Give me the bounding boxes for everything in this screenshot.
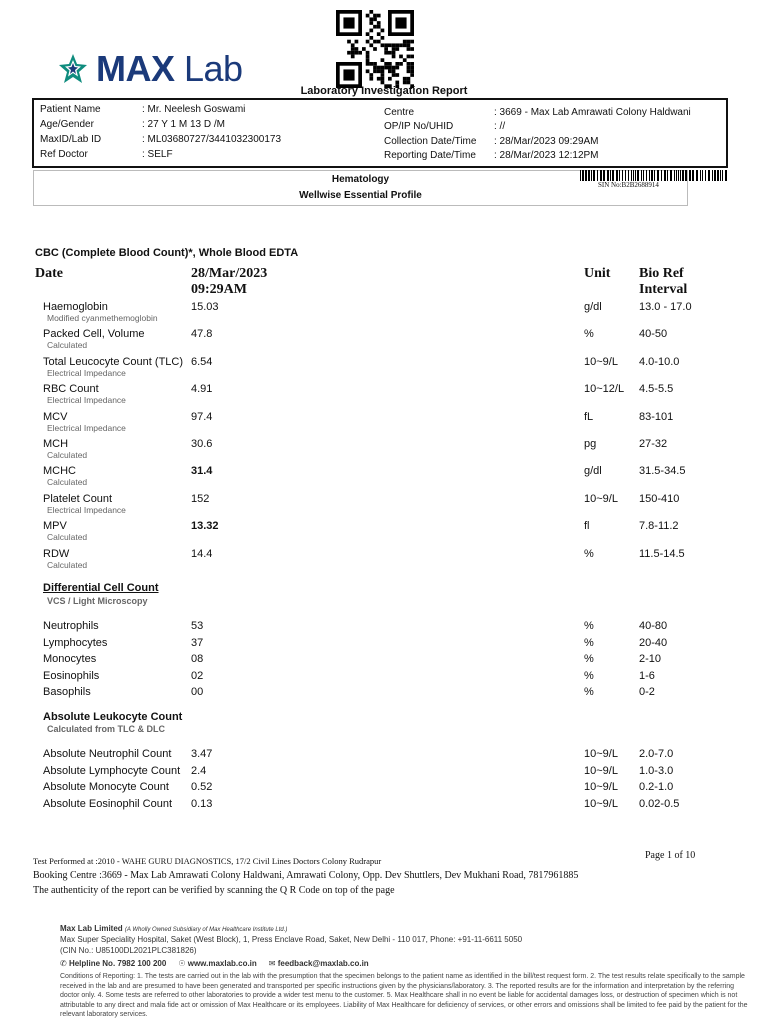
differential-value: 08 (191, 653, 204, 665)
differential-name: Monocytes (43, 653, 97, 665)
report-title: Laboratory Investigation Report (300, 85, 468, 97)
test-ref-range: 11.5-14.5 (639, 547, 685, 560)
department-title: Hematology (331, 174, 390, 185)
test-name: RDW (43, 547, 70, 560)
test-ref-range: 83-101 (639, 410, 674, 423)
profile-title: Wellwise Essential Profile (299, 190, 422, 201)
test-unit: g/dl (584, 301, 602, 313)
differential-unit: % (584, 653, 594, 665)
absolute-title: Absolute Leukocyte Count (43, 711, 183, 723)
collection-date-label: Collection Date/Time (384, 136, 477, 147)
test-ref-range: 27-32 (639, 438, 668, 450)
test-value: 4.91 (191, 383, 213, 396)
differential-ref-range: 40-80 (639, 620, 668, 632)
absolute-ref-range: 0.02-0.5 (639, 797, 680, 810)
test-unit: % (584, 547, 594, 560)
booking-centre: Booking Centre :3669 - Max Lab Amrawati Colony Haldwani, Amrawati Colony, Opp. Dev Shuttlers, Dev Mukhani Road, 7817961885 (33, 870, 579, 881)
centre-value: : 3669 - Max Lab Amrawati Colony Haldwani (494, 107, 691, 118)
age-gender-value: : 27 Y 1 M 13 D /M (142, 119, 226, 130)
test-name: MCH (43, 438, 69, 450)
age-gender-label: Age/Gender (40, 119, 94, 130)
phone-icon: ✆ (60, 959, 67, 968)
test-method: Calculated (47, 340, 88, 351)
test-value: 152 (191, 492, 210, 505)
test-name: MCHC (43, 465, 76, 478)
test-method: Electrical Impedance (47, 395, 126, 406)
test-method: Calculated (47, 450, 88, 460)
differential-unit: % (584, 636, 594, 649)
test-name: Platelet Count (43, 492, 113, 505)
website[interactable]: ☉ www.maxlab.co.in (178, 959, 257, 968)
absolute-name: Absolute Monocyte Count (43, 781, 169, 793)
absolute-method: Calculated from TLC & DLC (47, 724, 166, 734)
test-value: 6.54 (191, 355, 213, 368)
test-method: Electrical Impedance (47, 367, 126, 378)
differential-value: 02 (191, 669, 204, 682)
page-number: Page 1 of 10 (645, 850, 696, 861)
differential-unit: % (584, 669, 594, 682)
max-lab-logo (58, 48, 243, 90)
mail-icon: ✉ (268, 959, 276, 968)
test-value: 97.4 (191, 410, 213, 423)
ref-header-line2: Interval (639, 282, 688, 297)
sample-barcode (580, 170, 728, 181)
absolute-unit: 10~9/L (584, 748, 618, 760)
absolute-value: 3.47 (191, 748, 213, 760)
unit-header: Unit (584, 266, 611, 281)
test-name: Haemoglobin (43, 301, 108, 313)
differential-ref-range: 0-2 (639, 686, 655, 698)
absolute-value: 2.4 (191, 764, 207, 777)
company-name: Max Lab Limited (60, 924, 123, 933)
globe-icon: ☉ (178, 959, 186, 968)
test-ref-range: 4.0-10.0 (639, 355, 680, 368)
company-cin: (CIN No.: U85100DL2021PLC381826) (60, 946, 197, 955)
differential-value: 53 (191, 620, 204, 632)
test-value: 15.03 (191, 301, 219, 313)
test-method: Calculated (47, 532, 88, 543)
test-ref-range: 150-410 (639, 492, 680, 505)
patient-name-label: Patient Name (40, 104, 101, 115)
sin-number: SIN No:B2B2688914 (598, 181, 659, 189)
differential-name: Lymphocytes (43, 636, 108, 649)
test-value: 14.4 (191, 547, 213, 560)
test-value: 30.6 (191, 438, 213, 450)
absolute-ref-range: 2.0-7.0 (639, 748, 674, 760)
test-method: Calculated (47, 559, 88, 570)
absolute-value: 0.13 (191, 797, 213, 810)
test-performed: Test Performed at :2010 - WAHE GURU DIAGNOSTICS, 17/2 Civil Lines Doctors Colony Rudrapur (33, 856, 382, 866)
test-unit: g/dl (584, 465, 602, 478)
absolute-name: Absolute Neutrophil Count (43, 748, 172, 760)
ref-doctor-value: : SELF (142, 149, 173, 160)
patient-info-box (32, 98, 728, 168)
test-ref-range: 13.0 - 17.0 (639, 301, 692, 313)
test-unit: 10~12/L (584, 383, 625, 396)
date-header: Date (35, 266, 63, 281)
differential-name: Neutrophils (43, 620, 99, 632)
authenticity-note: The authenticity of the report can be verified by scanning the Q R Code on top of the page (33, 885, 395, 896)
differential-unit: % (584, 620, 594, 632)
absolute-unit: 10~9/L (584, 797, 618, 810)
lab-id-value: : ML03680727/3441032300173 (142, 134, 282, 145)
star-logo-icon (58, 53, 88, 85)
test-ref-range: 31.5-34.5 (639, 465, 686, 478)
absolute-ref-range: 1.0-3.0 (639, 764, 674, 777)
absolute-name: Absolute Eosinophil Count (43, 797, 173, 810)
differential-name: Basophils (43, 686, 91, 698)
differential-value: 37 (191, 636, 204, 649)
email[interactable]: ✉ feedback@maxlab.co.in (268, 959, 369, 968)
absolute-unit: 10~9/L (584, 764, 618, 777)
test-ref-range: 4.5-5.5 (639, 383, 674, 396)
differential-ref-range: 2-10 (639, 653, 662, 665)
test-ref-range: 7.8-11.2 (639, 520, 679, 533)
reporting-date-label: Reporting Date/Time (384, 150, 476, 161)
test-value: 13.32 (191, 520, 219, 533)
company-sub: (A Wholly Owned Subsidiary of Max Healthcare Institute Ltd.) (124, 927, 288, 933)
conditions-of-reporting: Conditions of Reporting: 1. The tests are carried out in the lab with the presumption that the specimen belongs to the patient name as identified in the bill/test request form. 2. The test results relate specifically to the sample received in the lab and are presumed to have been generated and transported per specific instructions given by the physicians/laboratory. 3. The reported results are for the information and interpretation by the referring doctor only. 4. Some tests are referred to other laboratories to provide a wider test menu to the customer. 5. Max Healthcare shall in no event be liable for accidental damages loss, or destruction of specimen which is not attributable to any direct and mala fide act or omission of Max Healthcare or its employees. Liability of Max Healthcare for deficiency of services, or other errors and omissions shall be limited to fee paid by the patient for the relevant laboratory services. (60, 973, 748, 1018)
differential-value: 00 (191, 686, 204, 698)
centre-label: Centre (384, 107, 415, 118)
test-method: Electrical Impedance (47, 422, 126, 433)
test-unit: % (584, 328, 594, 341)
test-ref-range: 40-50 (639, 328, 668, 341)
test-unit: 10~9/L (584, 492, 618, 505)
absolute-unit: 10~9/L (584, 781, 618, 793)
test-unit: fl (584, 520, 590, 533)
lab-id-label: MaxID/Lab ID (40, 134, 102, 145)
ref-header-line1: Bio Ref (639, 266, 684, 281)
test-name: MPV (43, 520, 67, 533)
patient-name-value: : Mr. Neelesh Goswami (142, 104, 246, 115)
op-ip-value: : // (494, 121, 506, 132)
test-method: Electrical Impedance (47, 504, 126, 515)
test-name: MCV (43, 410, 68, 423)
absolute-name: Absolute Lymphocyte Count (43, 764, 181, 777)
differential-method: VCS / Light Microscopy (47, 596, 148, 606)
test-name: RBC Count (43, 383, 99, 396)
test-name: Packed Cell, Volume (43, 328, 145, 341)
company-line (60, 924, 287, 933)
test-value: 47.8 (191, 328, 213, 341)
contact-line (60, 959, 369, 968)
differential-ref-range: 20-40 (639, 636, 668, 649)
qr-code (334, 10, 416, 88)
test-unit: pg (584, 438, 597, 450)
company-address: Max Super Speciality Hospital, Saket (West Block), 1, Press Enclave Road, Saket, New Delhi - 110 017, Phone: +91-11-6611 5050 (60, 935, 523, 944)
collection-date-value: : 28/Mar/2023 09:29AM (494, 136, 599, 147)
ref-doctor-label: Ref Doctor (40, 149, 88, 160)
test-method: Calculated (47, 477, 88, 488)
differential-name: Eosinophils (43, 669, 100, 682)
date-value: 28/Mar/2023 (191, 266, 268, 281)
test-name: Total Leucocyte Count (TLC) (43, 355, 184, 368)
test-method: Modified cyanmethemoglobin (47, 313, 158, 323)
helpline: ✆ Helpline No. 7982 100 200 (60, 959, 167, 968)
reporting-date-value: : 28/Mar/2023 12:12PM (494, 150, 599, 161)
differential-title: Differential Cell Count (43, 582, 159, 594)
test-unit: fL (584, 410, 594, 423)
test-unit: 10~9/L (584, 355, 618, 368)
absolute-value: 0.52 (191, 781, 213, 793)
brand-name-light: Lab (184, 48, 243, 89)
differential-ref-range: 1-6 (639, 669, 655, 682)
brand-name-bold: MAX (96, 48, 175, 89)
op-ip-label: OP/IP No/UHID (384, 121, 454, 132)
absolute-ref-range: 0.2-1.0 (639, 781, 674, 793)
differential-unit: % (584, 686, 594, 698)
section-title: CBC (Complete Blood Count)*, Whole Blood EDTA (35, 247, 299, 259)
test-value: 31.4 (191, 465, 213, 478)
time-value: 09:29AM (191, 282, 247, 297)
